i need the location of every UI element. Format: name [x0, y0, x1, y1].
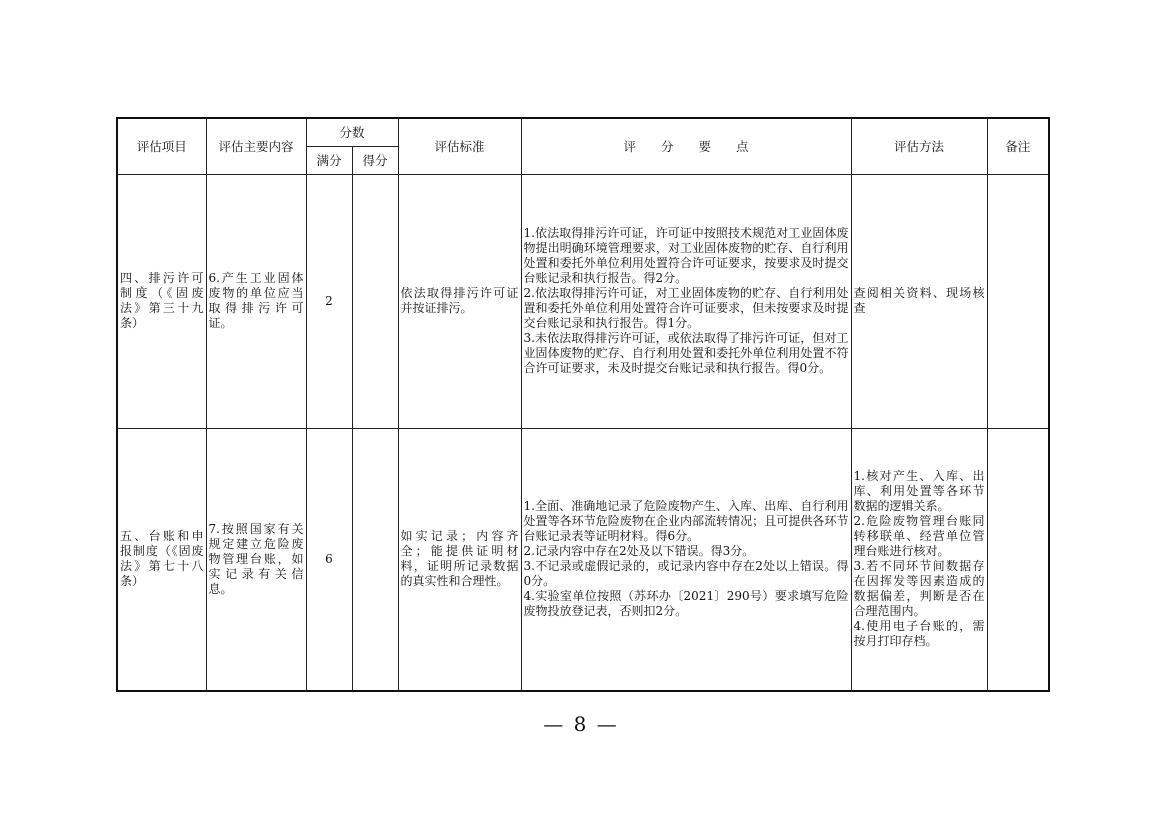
row-remark	[987, 428, 1049, 691]
header-standard: 评估标准	[398, 118, 521, 174]
header-row	[117, 118, 1049, 146]
row-content: 7.按照国家有关规定建立危险废物管理台账，如实记录有关信息。	[206, 428, 306, 691]
header-content: 评估主要内容	[206, 118, 306, 174]
method-item: 1.核对产生、入库、出库、利用处置等各环节数据的逻辑关系。	[853, 469, 985, 514]
header-remark: 备注	[987, 118, 1049, 174]
header-points: 评 分 要 点	[521, 118, 851, 174]
row-method	[851, 428, 987, 691]
scoring-point: 1.全面、准确地记录了危险废物产生、入库、出库、自行利用处置等各环节危险废物在企业内部流转情况；且可提供各环节台账记录表等证明材料。得6分。	[523, 499, 849, 544]
header-full: 满分	[306, 146, 352, 174]
header-method: 评估方法	[851, 118, 987, 174]
header-got: 得分	[352, 146, 398, 174]
method-item: 查阅相关资料、现场核查	[853, 286, 985, 315]
row-standard: 依法取得排污许可证并按证排污。	[398, 174, 521, 428]
page-number: — 8 —	[543, 712, 619, 736]
row-full-score: 2	[306, 174, 352, 428]
scoring-point: 3.不记录或虚假记录的，或记录内容中存在2处以上错误。得0分。	[523, 559, 849, 589]
row-item: 四、排污许可制度（《固废法》第三十九条）	[117, 174, 206, 428]
table-row	[117, 174, 1049, 428]
row-points	[521, 174, 851, 428]
scoring-point: 4.实验室单位按照（苏环办〔2021〕290号）要求填写危险废物投放登记表，否则扣2分。	[523, 589, 849, 619]
row-got-score	[352, 174, 398, 428]
method-item: 3.若不同环节间数据存在因挥发等因素造成的数据偏差，判断是否在合理范围内。	[853, 559, 985, 619]
row-standard: 如实记录；内容齐全；能提供证明材料，证明所记录数据的真实性和合理性。	[398, 428, 521, 691]
row-points	[521, 428, 851, 691]
evaluation-table	[116, 117, 1050, 692]
table-row	[117, 428, 1049, 691]
scoring-point: 2.依法取得排污许可证，对工业固体废物的贮存、自行利用处置和委托外单位利用处置符合许可证要求，但未按要求及时提交台账记录和执行报告。得1分。	[523, 286, 849, 330]
method-item: 2.危险废物管理台账同转移联单、经营单位管理台账进行核对。	[853, 514, 985, 559]
row-remark	[987, 174, 1049, 428]
row-got-score	[352, 428, 398, 691]
header-score: 分数	[306, 118, 398, 146]
row-item: 五、台账和申报制度（《固废法》第七十八条）	[117, 428, 206, 691]
scoring-point: 3.未依法取得排污许可证，或依法取得了排污许可证，但对工业固体废物的贮存、自行利用处置和委托外单位利用处置不符合许可证要求，未及时提交台账记录和执行报告。得0分。	[523, 331, 849, 375]
row-full-score: 6	[306, 428, 352, 691]
header-item: 评估项目	[117, 118, 206, 174]
method-item: 4.使用电子台账的，需按月打印存档。	[853, 619, 985, 649]
row-content: 6.产生工业固体废物的单位应当取得排污许可证。	[206, 174, 306, 428]
row-method	[851, 174, 987, 428]
scoring-point: 2.记录内容中存在2处及以下错误。得3分。	[523, 544, 755, 559]
scoring-point: 1.依法取得排污许可证，许可证中按照技术规范对工业固体废物提出明确环境管理要求，对工业固体废物的贮存、自行利用处置和委托外单位利用处置符合许可证要求，按要求及时提交台账记录和执行报告。得2分。	[523, 226, 849, 285]
